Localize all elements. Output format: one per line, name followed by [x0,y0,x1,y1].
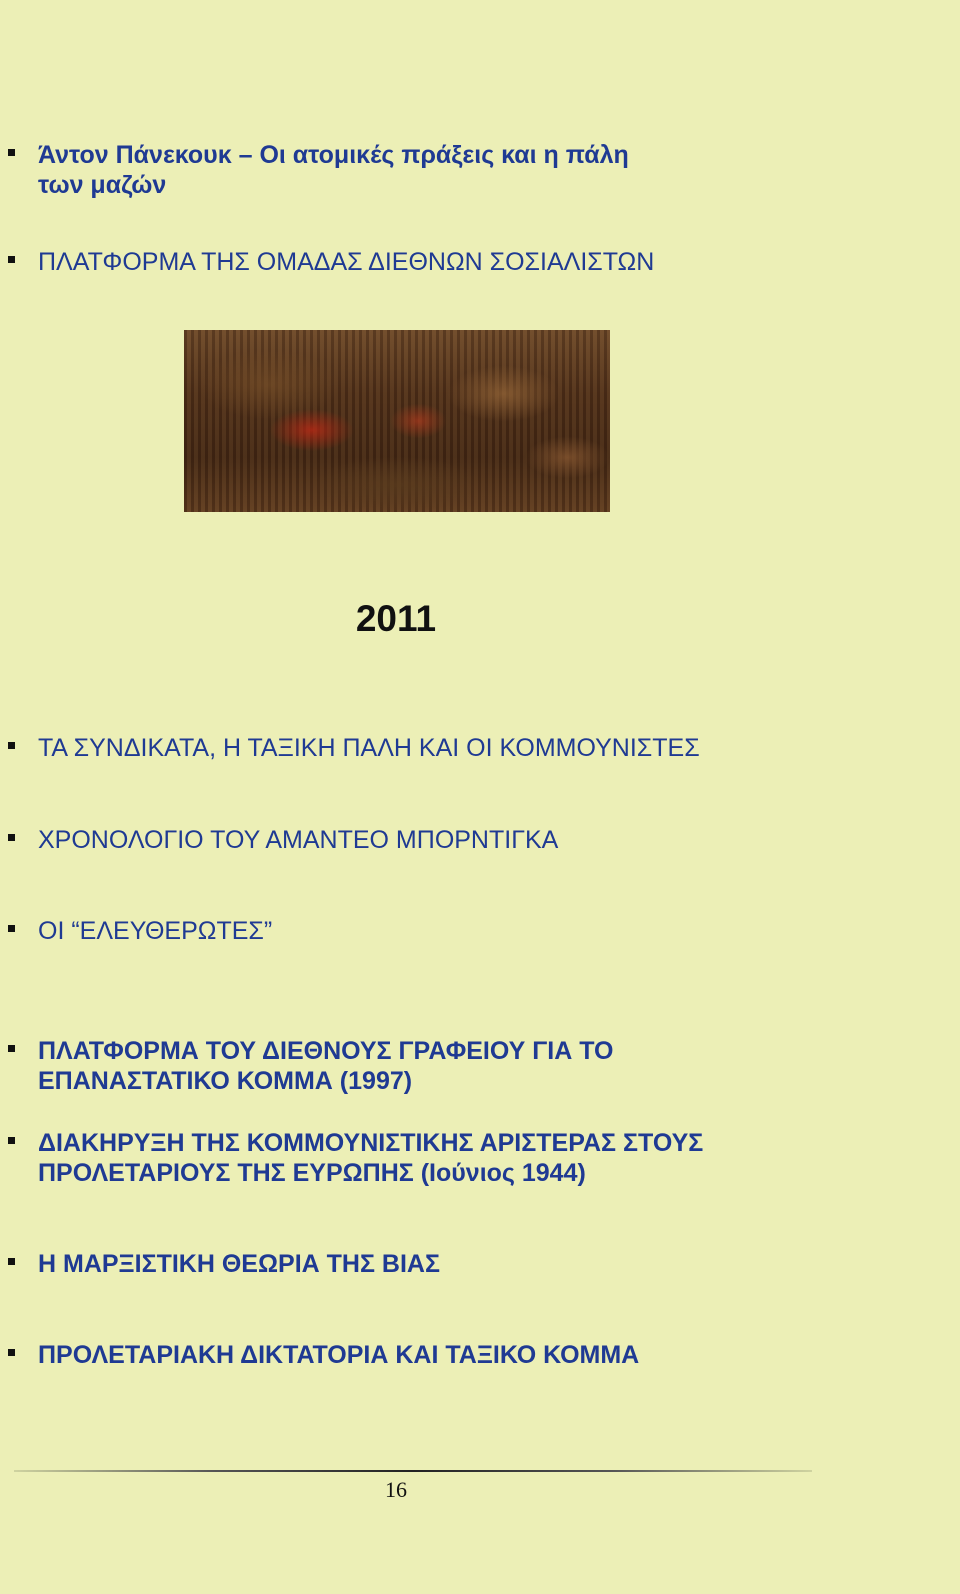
list-item [0,1036,613,1096]
list-item-text: ΟΙ “ΕΛΕΥΘΕΡΩΤΕΣ” [38,917,273,945]
list-item [0,1128,703,1188]
list-item-text: ΠΡΟΛΕΤΑΡΙΑΚΗ ΔΙΚΤΑΤΟΡΙΑ ΚΑΙ ΤΑΞΙΚΟ ΚΟΜΜΑ [38,1341,640,1369]
bullet-icon [8,1137,15,1144]
bullet-icon [8,149,15,156]
list-item-text: ΠΛΑΤΦΟΡΜΑ ΤΟΥ ΔΙΕΘΝΟΥΣ ΓΡΑΦΕΙΟΥ ΓΙΑ ΤΟ ΕΠΑΝΑΣΤΑΤΙΚΟ ΚΟΜΜΑ (1997) [38,1037,614,1095]
painting-image [184,330,610,512]
year-heading: 2011 [355,598,437,639]
bullet-icon [8,256,15,263]
bullet-icon [8,1258,15,1265]
list-item-text: ΔΙΑΚΗΡΥΞΗ ΤΗΣ ΚΟΜΜΟΥΝΙΣΤΙΚΗΣ ΑΡΙΣΤΕΡΑΣ ΣΤΟΥΣ ΠΡΟΛΕΤΑΡΙΟΥΣ ΤΗΣ ΕΥΡΩΠΗΣ (Ιούνιος 1944) [38,1129,704,1187]
list-item [0,1340,639,1370]
bullet-icon [8,925,15,932]
list-item-text: Η ΜΑΡΞΙΣΤΙΚΗ ΘΕΩΡΙΑ ΤΗΣ ΒΙΑΣ [38,1250,440,1278]
list-item [0,916,272,946]
list-item-text: Άντον Πάνεκουκ – Οι ατομικές πράξεις και η πάλη των μαζών [38,141,629,199]
bullet-icon [8,1045,15,1052]
bullet-icon [8,1349,15,1356]
footer-divider [14,1470,812,1472]
list-item [0,733,700,763]
bullet-icon [8,834,15,841]
list-item-text: ΤΑ ΣΥΝΔΙΚΑΤΑ, Η ΤΑΞΙΚΗ ΠΑΛΗ ΚΑΙ ΟΙ ΚΟΜΜΟΥΝΙΣΤΕΣ [38,734,700,762]
list-item [0,247,654,277]
list-item [0,825,558,855]
bullet-icon [8,742,15,749]
list-item-text: ΠΛΑΤΦΟΡΜΑ ΤΗΣ ΟΜΑΔΑΣ ΔΙΕΘΝΩΝ ΣΟΣΙΑΛΙΣΤΩΝ [38,248,655,276]
list-item [0,140,629,200]
page-number: 16 [385,1477,407,1502]
list-item-text: ΧΡΟΝΟΛΟΓΙΟ ΤΟΥ ΑΜΑΝΤΕΟ ΜΠΟΡΝΤΙΓΚΑ [38,826,559,854]
list-item [0,1249,440,1279]
